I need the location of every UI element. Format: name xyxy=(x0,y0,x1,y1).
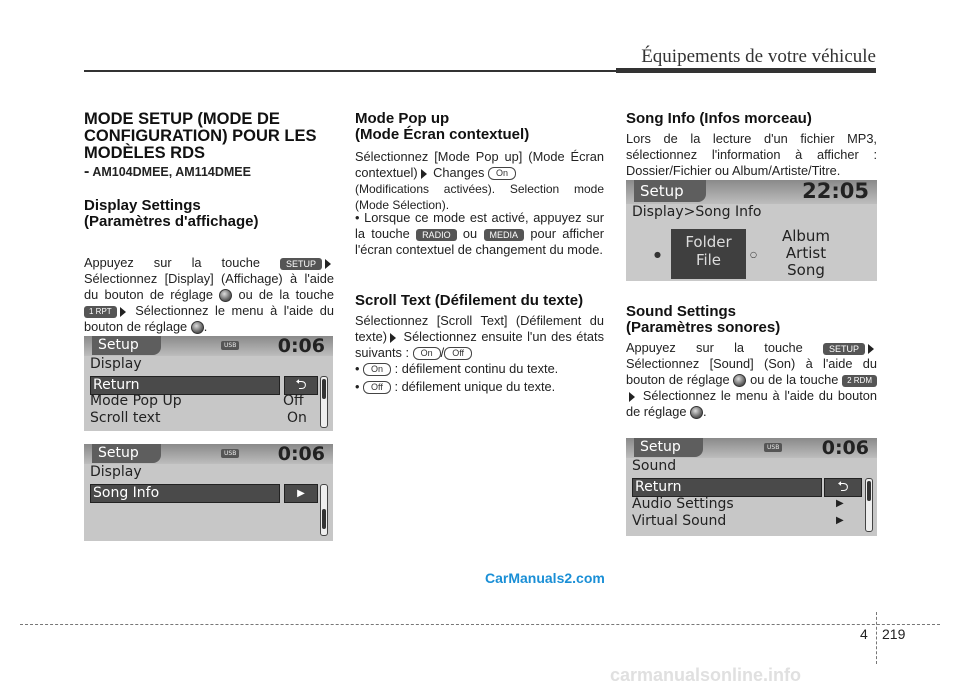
screen-title: Setup xyxy=(634,438,703,457)
text: : défilement unique du texte. xyxy=(394,379,556,394)
sound-instructions xyxy=(626,340,877,420)
text: . xyxy=(703,404,707,419)
text: Sélectionnez [Scroll Text] (Défilement du texte) xyxy=(355,313,604,344)
display-heading-line2: (Paramètres d'affichage) xyxy=(84,213,259,230)
bullet: • xyxy=(355,379,360,394)
arrow-icon xyxy=(421,169,427,179)
tune-knob-icon xyxy=(690,406,703,419)
arrow-icon xyxy=(390,333,396,343)
bullet: • xyxy=(355,361,360,376)
text: Sélectionnez [Sound] (Son) à l'aide du bouton de réglage xyxy=(626,356,877,387)
popup-instructions xyxy=(355,149,604,181)
menu-row-return: Return xyxy=(632,478,822,497)
display-instructions xyxy=(84,255,334,335)
screen-song-info-options xyxy=(626,180,877,281)
option-line: Folder xyxy=(685,233,732,251)
screen-time: 0:06 xyxy=(277,336,325,357)
text: pour afficher l'écran contextuel de changement du mode. xyxy=(355,226,605,257)
radio-button-icon: RADIO xyxy=(416,229,457,241)
row-value: Off xyxy=(283,393,304,409)
text: ou de la touche xyxy=(750,372,839,387)
sound-heading-line2: (Paramètres sonores) xyxy=(626,319,781,336)
tune-knob-icon xyxy=(191,321,204,334)
on-button-icon: On xyxy=(413,347,441,360)
header-title: Équipements de votre véhicule xyxy=(641,46,876,67)
text: Sélectionnez [Display] (Affichage) à l'aide du bouton de réglage xyxy=(84,271,334,302)
footer-divider xyxy=(876,612,877,664)
text: ou xyxy=(462,226,478,241)
section-heading: MODE SETUP (MODE DE CONFIGURATION) POUR LES MODÈLES RDS xyxy=(84,110,317,162)
menu-row-mode-pop-up: Mode Pop Up xyxy=(90,393,182,409)
usb-badge: USB xyxy=(221,341,239,350)
chevron-right-icon: ▶ xyxy=(836,498,844,509)
scrollbar xyxy=(865,478,873,532)
media-button-icon: MEDIA xyxy=(484,229,525,241)
row-value: On xyxy=(287,410,307,426)
display-heading-line1: Display Settings xyxy=(84,197,201,214)
arrow-icon xyxy=(120,307,126,317)
popup-heading xyxy=(355,111,529,143)
menu-row-virtual-sound: Virtual Sound xyxy=(632,513,727,529)
scroll-on-item xyxy=(355,361,604,377)
scrollbar xyxy=(320,484,328,536)
chapter-number: 4 xyxy=(860,626,868,642)
scrollbar xyxy=(320,376,328,428)
model-list: AM104DMEE, AM114DMEE xyxy=(92,165,251,179)
screen-subtitle: Display xyxy=(90,356,142,372)
slash: / xyxy=(440,345,445,360)
popup-note: (Modifications activées). Selection mode (Mode Sélection). xyxy=(355,182,604,212)
screen-time: 22:05 xyxy=(802,180,869,203)
option-folder-file xyxy=(671,229,746,279)
text: • Lorsque ce mode est activé, appuyez sur la touche xyxy=(355,210,604,241)
menu-row-audio-settings: Audio Settings xyxy=(632,496,734,512)
text: Changes xyxy=(433,165,485,180)
arrow-icon xyxy=(325,259,331,269)
song-info-text: Lors de la lecture d'un fichier MP3, sélectionnez l'information à afficher : Dossier/Fichier ou Album/Artiste/Titre. xyxy=(626,131,877,178)
arrow-icon xyxy=(868,344,874,354)
header-rule-accent xyxy=(616,68,876,73)
menu-row-song-info: Song Info xyxy=(90,484,280,503)
popup-bullet xyxy=(355,210,604,258)
popup-heading-line1: Mode Pop up xyxy=(355,110,450,127)
setup-button-icon: SETUP xyxy=(280,258,322,270)
option-line: Album xyxy=(781,227,831,245)
on-button-icon: On xyxy=(488,167,516,180)
watermark-link[interactable]: CarManuals2.com xyxy=(485,570,605,586)
return-icon: ⮌ xyxy=(824,478,862,497)
off-button-icon: Off xyxy=(444,347,472,360)
chevron-right-icon: ▶ xyxy=(836,515,844,526)
page-number: 219 xyxy=(882,626,906,642)
text: . xyxy=(203,319,208,334)
radio-dot-icon: ● xyxy=(654,250,661,259)
screen-title: Setup xyxy=(634,180,706,202)
screen-display-menu xyxy=(84,336,333,431)
text: Sélectionnez le menu à l'aide du bouton de réglage xyxy=(626,388,877,419)
model-codes xyxy=(84,163,251,181)
option-line: Artist xyxy=(785,244,827,262)
screen-sound-menu xyxy=(626,438,877,536)
sound-heading-line1: Sound Settings xyxy=(626,303,736,320)
scroll-text-heading: Scroll Text (Défilement du texte) xyxy=(355,292,584,309)
footer-rule xyxy=(20,624,940,625)
screen-title: Setup xyxy=(92,444,161,463)
setup-button-icon: SETUP xyxy=(823,343,865,355)
sound-settings-heading xyxy=(626,304,780,336)
popup-heading-line2: (Mode Écran contextuel) xyxy=(355,126,530,143)
text: Sélectionnez le menu à l'aide du bouton de réglage xyxy=(84,303,334,334)
off-button-icon: Off xyxy=(363,381,391,394)
return-icon: ⮌ xyxy=(284,376,318,395)
screen-subtitle: Display>Song Info xyxy=(632,204,762,220)
bottom-watermark: carmanualsonline.info xyxy=(610,665,802,685)
text: Appuyez sur la touche xyxy=(84,255,260,270)
text: Sélectionnez [Mode Pop up] (Mode Écran contextuel) xyxy=(355,149,604,180)
song-info-heading: Song Info (Infos morceau) xyxy=(626,110,812,127)
text: Appuyez sur la touche xyxy=(626,340,803,355)
screen-subtitle: Sound xyxy=(632,458,677,474)
rdm-button-icon: 2 RDM xyxy=(842,375,877,387)
screen-time: 0:06 xyxy=(821,438,869,459)
scroll-off-item xyxy=(355,379,604,395)
usb-badge: USB xyxy=(221,449,239,458)
screen-song-info-menu xyxy=(84,444,333,541)
option-album-artist-song xyxy=(766,228,846,279)
row-label: Return xyxy=(93,377,140,393)
text: Sélectionnez ensuite l'un des états suivants : xyxy=(355,329,604,360)
on-button-icon: On xyxy=(363,363,391,376)
option-line: Song xyxy=(787,261,825,279)
text: ou de la touche xyxy=(238,287,334,302)
tune-knob-icon xyxy=(733,374,746,387)
text: : défilement continu du texte. xyxy=(394,361,559,376)
option-line: File xyxy=(695,251,722,269)
rpt-button-icon: 1 RPT xyxy=(84,306,117,318)
radio-circle-icon: ○ xyxy=(750,250,757,259)
chevron-right-icon: ▶ xyxy=(284,484,318,503)
model-dash: - xyxy=(84,163,90,180)
scroll-text-instructions xyxy=(355,313,604,361)
screen-time: 0:06 xyxy=(277,444,325,465)
screen-subtitle: Display xyxy=(90,464,142,480)
menu-row-scroll-text: Scroll text xyxy=(90,410,161,426)
display-settings-heading xyxy=(84,198,258,230)
arrow-icon xyxy=(629,392,635,402)
screen-title: Setup xyxy=(92,336,161,355)
tune-knob-icon xyxy=(219,289,232,302)
usb-badge: USB xyxy=(764,443,782,452)
